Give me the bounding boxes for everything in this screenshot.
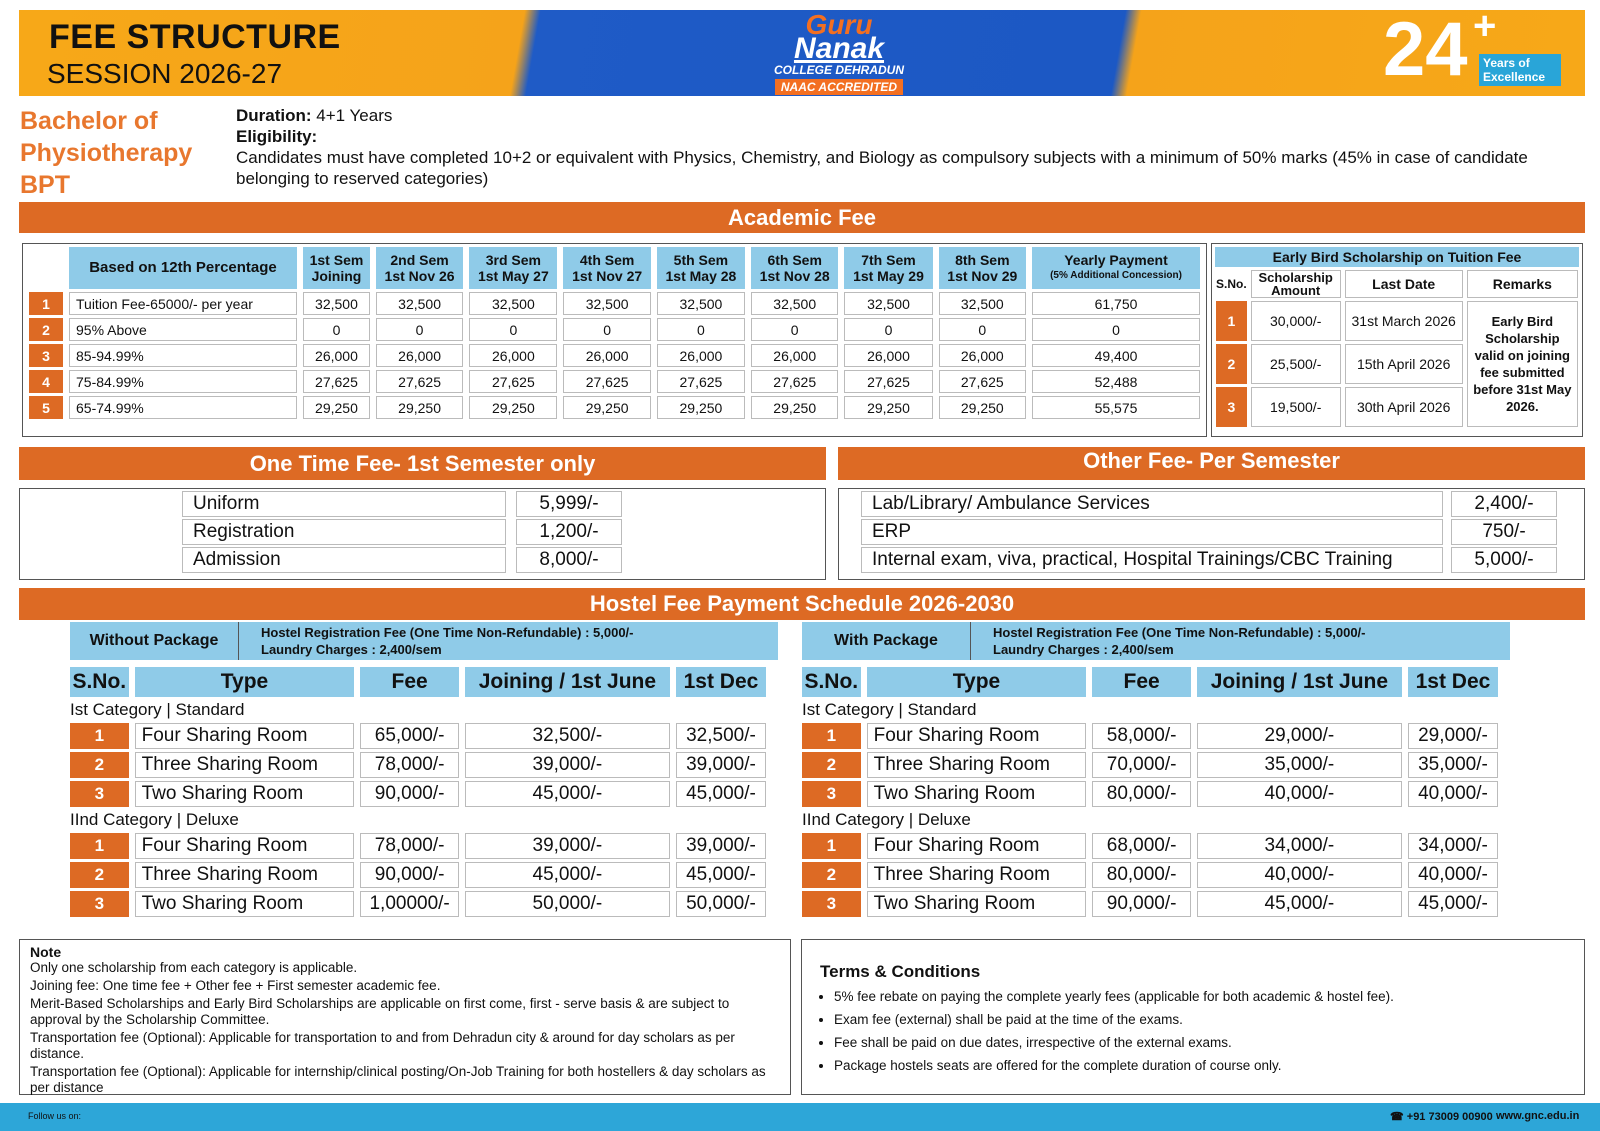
sem-fee: 29,250 bbox=[303, 396, 370, 419]
joining-installment: 45,000/- bbox=[1197, 891, 1402, 917]
sem-fee: 32,500 bbox=[751, 292, 838, 315]
dec-installment: 35,000/- bbox=[1408, 752, 1498, 778]
academic-col-header: Based on 12th Percentage bbox=[69, 247, 297, 289]
hostel-header-row bbox=[70, 667, 766, 697]
sem-fee: 27,625 bbox=[939, 370, 1026, 393]
hostel-col-header: Fee bbox=[360, 667, 458, 697]
row-label: 65-74.99% bbox=[69, 396, 297, 419]
yearly-fee: 52,488 bbox=[1032, 370, 1200, 393]
sem-fee: 26,000 bbox=[469, 344, 557, 367]
note-item: Only one scholarship from each category is applicable. bbox=[30, 960, 358, 975]
follow-label: Follow us on: bbox=[28, 1111, 82, 1121]
sem-header: 2nd Sem 1st Nov 26 bbox=[376, 247, 463, 289]
room-fee: 68,000/- bbox=[1092, 833, 1190, 859]
hostel-row: 2 Three Sharing Room 70,000/- 35,000/- 35,000/- bbox=[802, 752, 1498, 778]
sem-fee: 0 bbox=[303, 318, 370, 341]
joining-installment: 45,000/- bbox=[465, 862, 670, 888]
room-type: Two Sharing Room bbox=[135, 781, 355, 807]
laundry-charges: Laundry Charges : 2,400/sem bbox=[993, 642, 1174, 657]
joining-installment: 39,000/- bbox=[465, 752, 670, 778]
hostel-category: IInd Category | Deluxe bbox=[70, 810, 239, 829]
row-number: 5 bbox=[29, 396, 63, 419]
hostel-fee-title: Hostel Fee Payment Schedule 2026-2030 bbox=[19, 588, 1585, 620]
package-label: Without Package bbox=[70, 622, 239, 660]
joining-installment: 45,000/- bbox=[465, 781, 670, 807]
room-type: Three Sharing Room bbox=[867, 752, 1087, 778]
yearly-fee: 0 bbox=[1032, 318, 1200, 341]
academic-fee-title: Academic Fee bbox=[19, 202, 1585, 233]
dec-installment: 29,000/- bbox=[1408, 723, 1498, 749]
room-fee: 80,000/- bbox=[1092, 781, 1190, 807]
header-banner: FEE STRUCTURE SESSION 2026-27 Guru Nanak COLLEGE DEHRADUN NAAC ACCREDITED 24 + Years of Excellence bbox=[19, 10, 1585, 96]
dec-installment: 40,000/- bbox=[1408, 781, 1498, 807]
sem-fee: 29,250 bbox=[563, 396, 650, 419]
room-type: Two Sharing Room bbox=[867, 781, 1087, 807]
row-label: 75-84.99% bbox=[69, 370, 297, 393]
terms-title: Terms & Conditions bbox=[820, 962, 981, 981]
sem-fee: 27,625 bbox=[657, 370, 745, 393]
joining-installment: 40,000/- bbox=[1197, 862, 1402, 888]
room-fee: 58,000/- bbox=[1092, 723, 1190, 749]
hostel-row: 1 Four Sharing Room 78,000/- 39,000/- 39,000/- bbox=[70, 833, 766, 859]
room-fee: 70,000/- bbox=[1092, 752, 1190, 778]
hostel-row: 1 Four Sharing Room 65,000/- 32,500/- 32,500/- bbox=[70, 723, 766, 749]
sem-fee: 29,250 bbox=[939, 396, 1026, 419]
hostel-category: Ist Category | Standard bbox=[802, 700, 977, 719]
hostel-col-header: Fee bbox=[1092, 667, 1190, 697]
hostel-row: 3 Two Sharing Room 80,000/- 40,000/- 40,000/- bbox=[802, 781, 1498, 807]
sem-fee: 32,500 bbox=[469, 292, 557, 315]
room-fee: 65,000/- bbox=[360, 723, 458, 749]
scholarship-amount: 19,500/- bbox=[1251, 387, 1341, 427]
yearly-fee: 49,400 bbox=[1032, 344, 1200, 367]
program-name: Bachelor of Physiotherapy BPT bbox=[20, 107, 193, 199]
hostel-row: 1 Four Sharing Room 58,000/- 29,000/- 29,000/- bbox=[802, 723, 1498, 749]
dec-installment: 39,000/- bbox=[676, 752, 766, 778]
hostel-row: 3 Two Sharing Room 90,000/- 45,000/- 45,000/- bbox=[802, 891, 1498, 917]
hostel-col-header: Joining / 1st June bbox=[1197, 667, 1402, 697]
terms-item: • Package hostels seats are offered for the complete duration of course only. bbox=[834, 1054, 1566, 1077]
sem-fee: 29,250 bbox=[751, 396, 838, 419]
early-bird-table: Early Bird Scholarship on Tuition Fee S.No. Scholarship Amount Last Date Remarks 1 30,000/- 31st March 2026 Early Bird Scholarship valid on joining fee submitted before 31st May 2026. 2 25,500/- 15th April 2026 3 19,500/- 30th April 2026 bbox=[1211, 243, 1583, 437]
program-info: Duration: 4+1 Years Eligibility: Candidates must have completed 10+2 or equivalent with Physics, Chemistry, and Biology as compulsory subjects with a minimum of 50% marks (45% in case of candidate belonging to reserved categories) bbox=[236, 105, 1576, 189]
joining-installment: 32,500/- bbox=[465, 723, 670, 749]
dec-installment: 34,000/- bbox=[1408, 833, 1498, 859]
package-header bbox=[70, 622, 778, 660]
sem-fee: 29,250 bbox=[844, 396, 932, 419]
row-label: Tuition Fee-65000/- per year bbox=[69, 292, 297, 315]
hostel-row: 1 Four Sharing Room 68,000/- 34,000/- 34,000/- bbox=[802, 833, 1498, 859]
academic-row bbox=[29, 292, 1200, 315]
dec-installment: 45,000/- bbox=[676, 862, 766, 888]
hostel-row: 2 Three Sharing Room 78,000/- 39,000/- 39,000/- bbox=[70, 752, 766, 778]
sem-fee: 26,000 bbox=[751, 344, 838, 367]
sem-fee: 0 bbox=[563, 318, 650, 341]
sem-fee: 27,625 bbox=[751, 370, 838, 393]
hostel-registration-fee: Hostel Registration Fee (One Time Non-Refundable) : 5,000/- bbox=[993, 625, 1366, 640]
row-number: 2 bbox=[29, 318, 63, 341]
sem-fee: 27,625 bbox=[469, 370, 557, 393]
other-fee-box: Lab/Library/ Ambulance Services 2,400/- ERP 750/- Internal exam, viva, practical, Hospital Trainings/CBC Training 5,000/- bbox=[838, 488, 1585, 580]
sem-header: 4th Sem 1st Nov 27 bbox=[563, 247, 650, 289]
hostel-col-header: Joining / 1st June bbox=[465, 667, 670, 697]
sem-fee: 29,250 bbox=[469, 396, 557, 419]
session-label: SESSION 2026-27 bbox=[47, 58, 283, 89]
joining-installment: 50,000/- bbox=[465, 891, 670, 917]
row-number: 3 bbox=[29, 344, 63, 367]
terms-box bbox=[801, 939, 1585, 1095]
last-date: 31st March 2026 bbox=[1345, 301, 1463, 341]
sem-header: 3rd Sem 1st May 27 bbox=[469, 247, 557, 289]
sem-header: 7th Sem 1st May 29 bbox=[844, 247, 932, 289]
page-title: FEE STRUCTURE bbox=[49, 18, 341, 56]
sem-fee: 26,000 bbox=[657, 344, 745, 367]
row-number: 4 bbox=[29, 370, 63, 393]
hostel-row: 3 Two Sharing Room 1,00000/- 50,000/- 50,000/- bbox=[70, 891, 766, 917]
sem-fee: 32,500 bbox=[657, 292, 745, 315]
other-fee-title: Other Fee- Per Semester bbox=[838, 447, 1585, 480]
room-type: Two Sharing Room bbox=[135, 891, 355, 917]
yearly-header: Yearly Payment (5% Additional Concession) bbox=[1032, 247, 1200, 289]
hostel-category: IInd Category | Deluxe bbox=[802, 810, 971, 829]
room-type: Three Sharing Room bbox=[135, 752, 355, 778]
eligibility-text: Candidates must have completed 10+2 or equivalent with Physics, Chemistry, and Biology as compulsory subjects with a minimum of 50% marks (45% in case of candidate belonging to reserved categories) bbox=[236, 148, 1528, 188]
hostel-category: Ist Category | Standard bbox=[70, 700, 245, 719]
college-logo: Guru Nanak COLLEGE DEHRADUN NAAC ACCREDITED bbox=[773, 10, 904, 94]
sem-fee: 27,625 bbox=[303, 370, 370, 393]
early-bird-remarks: Early Bird Scholarship valid on joining fee submitted before 31st May 2026. bbox=[1467, 301, 1578, 427]
scholarship-amount: 30,000/- bbox=[1251, 301, 1341, 341]
sem-fee: 32,500 bbox=[303, 292, 370, 315]
sem-fee: 0 bbox=[469, 318, 557, 341]
hostel-with-package bbox=[802, 622, 1510, 920]
yearly-fee: 55,575 bbox=[1032, 396, 1200, 419]
footer-bar bbox=[0, 1103, 1600, 1131]
room-type: Four Sharing Room bbox=[135, 723, 355, 749]
sem-fee: 26,000 bbox=[939, 344, 1026, 367]
sem-fee: 26,000 bbox=[563, 344, 650, 367]
sem-fee: 26,000 bbox=[303, 344, 370, 367]
last-date: 30th April 2026 bbox=[1345, 387, 1463, 427]
hostel-col-header: 1st Dec bbox=[1408, 667, 1498, 697]
academic-row bbox=[29, 344, 1200, 367]
sem-fee: 0 bbox=[939, 318, 1026, 341]
dec-installment: 32,500/- bbox=[676, 723, 766, 749]
academic-row bbox=[29, 370, 1200, 393]
room-fee: 78,000/- bbox=[360, 833, 458, 859]
hostel-col-header: S.No. bbox=[802, 667, 861, 697]
academic-row bbox=[29, 318, 1200, 341]
joining-installment: 34,000/- bbox=[1197, 833, 1402, 859]
sem-header: 6th Sem 1st Nov 28 bbox=[751, 247, 838, 289]
row-label: 85-94.99% bbox=[69, 344, 297, 367]
website-link[interactable]: www.gnc.edu.in bbox=[1496, 1110, 1580, 1122]
joining-installment: 39,000/- bbox=[465, 833, 670, 859]
sem-fee: 32,500 bbox=[939, 292, 1026, 315]
academic-fee-table bbox=[22, 243, 1207, 437]
sem-fee: 26,000 bbox=[844, 344, 932, 367]
sem-fee: 32,500 bbox=[844, 292, 932, 315]
joining-installment: 40,000/- bbox=[1197, 781, 1402, 807]
room-type: Four Sharing Room bbox=[867, 833, 1087, 859]
room-fee: 90,000/- bbox=[1092, 891, 1190, 917]
sem-fee: 27,625 bbox=[376, 370, 463, 393]
hostel-row: 2 Three Sharing Room 90,000/- 45,000/- 45,000/- bbox=[70, 862, 766, 888]
room-type: Four Sharing Room bbox=[135, 833, 355, 859]
sem-fee: 0 bbox=[376, 318, 463, 341]
sem-header: 5th Sem 1st May 28 bbox=[657, 247, 745, 289]
one-time-fee-box: Uniform 5,999/- Registration 1,200/- Admission 8,000/- bbox=[19, 488, 826, 580]
dec-installment: 50,000/- bbox=[676, 891, 766, 917]
sem-fee: 27,625 bbox=[563, 370, 650, 393]
sem-header: 1st Sem Joining bbox=[303, 247, 370, 289]
package-label: With Package bbox=[802, 622, 971, 660]
early-bird-title: Early Bird Scholarship on Tuition Fee bbox=[1215, 247, 1579, 267]
package-header bbox=[802, 622, 1510, 660]
terms-item: • 5% fee rebate on paying the complete yearly fees (applicable for both academic & hostel fee). bbox=[834, 985, 1566, 1008]
joining-installment: 29,000/- bbox=[1197, 723, 1402, 749]
note-box bbox=[19, 939, 791, 1095]
row-number: 1 bbox=[29, 292, 63, 315]
hostel-row: 2 Three Sharing Room 80,000/- 40,000/- 40,000/- bbox=[802, 862, 1498, 888]
hostel-registration-fee: Hostel Registration Fee (One Time Non-Refundable) : 5,000/- bbox=[261, 625, 634, 640]
terms-item: • Exam fee (external) shall be paid at the time of the exams. bbox=[834, 1008, 1566, 1031]
sem-fee: 29,250 bbox=[657, 396, 745, 419]
note-item: Transportation fee (Optional): Applicable for transportation to and from Dehradun city & around for day scholars as per distance. bbox=[30, 1030, 735, 1061]
scholarship-amount: 25,500/- bbox=[1251, 344, 1341, 384]
sem-fee: 0 bbox=[657, 318, 745, 341]
joining-installment: 35,000/- bbox=[1197, 752, 1402, 778]
yearly-fee: 61,750 bbox=[1032, 292, 1200, 315]
dec-installment: 45,000/- bbox=[1408, 891, 1498, 917]
laundry-charges: Laundry Charges : 2,400/sem bbox=[261, 642, 442, 657]
room-fee: 78,000/- bbox=[360, 752, 458, 778]
room-type: Four Sharing Room bbox=[867, 723, 1087, 749]
room-fee: 1,00000/- bbox=[360, 891, 458, 917]
room-fee: 90,000/- bbox=[360, 862, 458, 888]
hostel-col-header: S.No. bbox=[70, 667, 129, 697]
room-type: Three Sharing Room bbox=[867, 862, 1087, 888]
hostel-col-header: Type bbox=[867, 667, 1087, 697]
note-title: Note bbox=[30, 944, 62, 960]
one-time-fee-title: One Time Fee- 1st Semester only bbox=[19, 447, 826, 480]
hostel-row: 3 Two Sharing Room 90,000/- 45,000/- 45,000/- bbox=[70, 781, 766, 807]
sem-fee: 0 bbox=[751, 318, 838, 341]
dec-installment: 39,000/- bbox=[676, 833, 766, 859]
room-type: Two Sharing Room bbox=[867, 891, 1087, 917]
note-item: Merit-Based Scholarships and Early Bird Scholarships are applicable on first come, first - serve basis & are subject to approval by the Scholarship Committee. bbox=[30, 996, 730, 1027]
sem-fee: 27,625 bbox=[844, 370, 932, 393]
dec-installment: 40,000/- bbox=[1408, 862, 1498, 888]
hostel-col-header: Type bbox=[135, 667, 355, 697]
sem-header: 8th Sem 1st Nov 29 bbox=[939, 247, 1026, 289]
room-type: Three Sharing Room bbox=[135, 862, 355, 888]
last-date: 15th April 2026 bbox=[1345, 344, 1463, 384]
row-label: 95% Above bbox=[69, 318, 297, 341]
room-fee: 90,000/- bbox=[360, 781, 458, 807]
hostel-without-package bbox=[70, 622, 778, 920]
sem-fee: 32,500 bbox=[563, 292, 650, 315]
sem-fee: 0 bbox=[844, 318, 932, 341]
sem-fee: 29,250 bbox=[376, 396, 463, 419]
hostel-col-header: 1st Dec bbox=[676, 667, 766, 697]
sem-fee: 32,500 bbox=[376, 292, 463, 315]
terms-item: • Fee shall be paid on due dates, irrespective of the external exams. bbox=[834, 1031, 1566, 1054]
academic-row bbox=[29, 396, 1200, 419]
note-item: Transportation fee (Optional): Applicable for internship/clinical posting/On-Job Training for both hostellers & day scholars as per distance bbox=[30, 1064, 766, 1095]
dec-installment: 45,000/- bbox=[676, 781, 766, 807]
sem-fee: 26,000 bbox=[376, 344, 463, 367]
room-fee: 80,000/- bbox=[1092, 862, 1190, 888]
hostel-header-row bbox=[802, 667, 1498, 697]
phone-number[interactable]: ☎ +91 73009 00900 bbox=[1390, 1111, 1493, 1123]
note-item: Joining fee: One time fee + Other fee + First semester academic fee. bbox=[30, 978, 441, 993]
